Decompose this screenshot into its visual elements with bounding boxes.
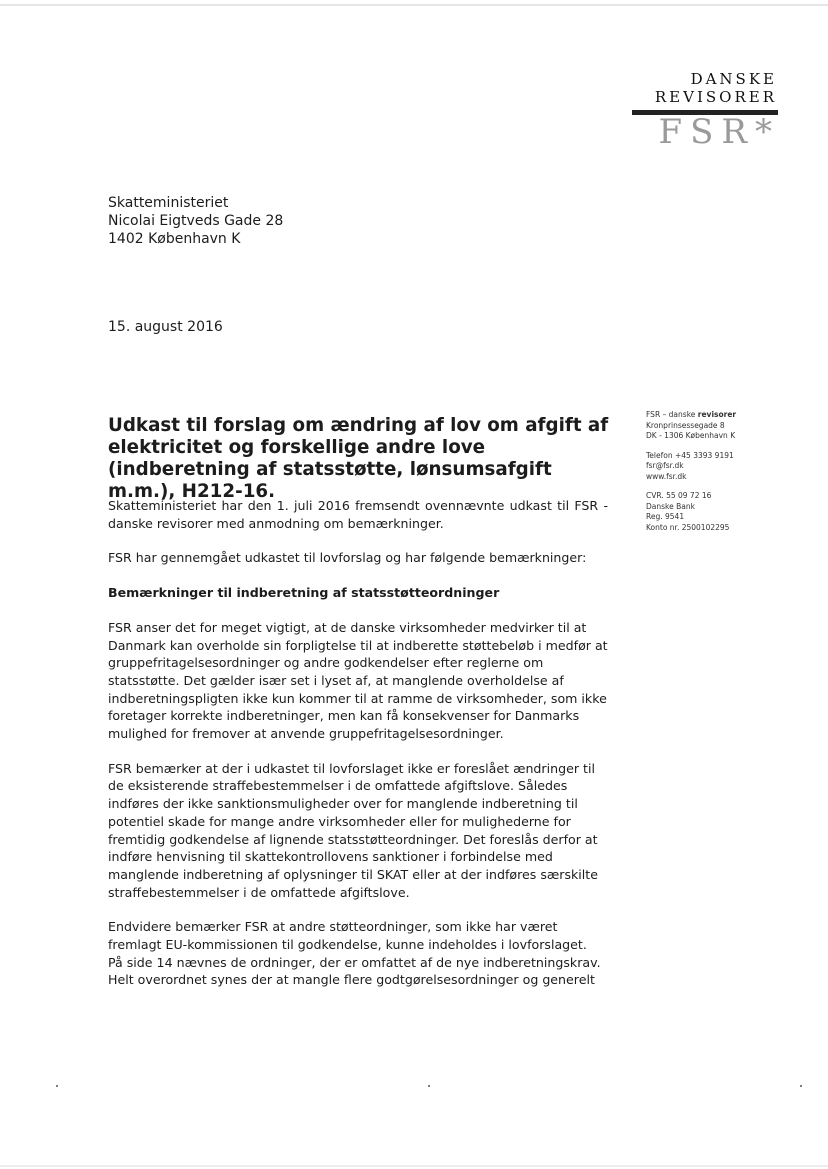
section-heading: Bemærkninger til indberetning af statsstøtteordninger — [108, 585, 500, 601]
recipient-street: Nicolai Eigtveds Gade 28 — [108, 213, 284, 229]
sender-cvr: CVR. 55 09 72 16 — [646, 491, 712, 500]
logo-line-danske: DANSKE — [690, 70, 777, 88]
paragraph-intro: Skatteministeriet har den 1. juli 2016 fremsendt ovennævnte udkast til FSR - danske revisorer med anmodning om bemærkninger. — [108, 498, 608, 531]
sender-web: www.fsr.dk — [646, 471, 687, 481]
letter-title: Udkast til forslag om ændring af lov om afgift af elektricitet og forskellige andre love (indberetning af statsstøtte, lønsumsafgift m.m.), H212-16. — [108, 415, 609, 502]
sender-email: fsr@fsr.dk — [646, 461, 684, 470]
paragraph-other-schemes-line1: Endvidere bemærker FSR at andre støtteordninger, som ikke har været fremlagt EU-kommissionen til godkendelse, kunne indeholdes i lovforslaget. — [108, 919, 587, 953]
sender-bank: Danske Bank — [646, 501, 695, 511]
paragraph-other-schemes-line2: På side 14 nævnes de ordninger, der er omfattet af de nye indberetningskrav. — [108, 954, 601, 970]
sender-street: Kronprinsessegade 8 — [646, 420, 725, 430]
sender-details — [646, 410, 756, 542]
sender-org-bold: revisorer — [697, 410, 737, 419]
scan-speck — [56, 1085, 58, 1087]
paragraph-other-schemes-line3: Helt overordnet synes der at mangle flere godtgørelsesordninger og generelt — [108, 972, 595, 988]
recipient-address — [108, 194, 283, 248]
paragraph-sanctions: FSR bemærker at der i udkastet til lovforslaget ikke er foreslået ændringer til de eksisterende straffebestemmelser i de omfattede afgiftslove. Således indføres der ikke sanktionsmuligheder over for manglende indberetning til potentiel skade for mange andre virksomheder eller for mulighederne for fremtidig godkendelse af lignende statsstøtteordninger. Det foreslås derfor at indføre henvisning til skattekontrollovens sanktioner i forbindelse med manglende indberetning af oplysninger til SKAT eller at der indføres særskilte straffebestemmelser i de omfattede afgiftslove. — [108, 760, 598, 900]
paragraph-importance: FSR anser det for meget vigtigt, at de danske virksomheder medvirker til at Danmark kan overholde sin forpligtelse til at indberette støttebeløb i medfør at gruppefritagelsesordninger og andre godkendelser efter reglerne om statsstøtte. Det gælder især set i lyset af, at manglende overholdelse af indberetningspligten ikke kun kommer til at ramme de virksomheder, som ikke foretager korrekte indberetninger, men kan få konsekvenser for Danmarks mulighed for fremover at anvende gruppefritagelsesordninger. — [108, 619, 608, 742]
logo-mark: FSR* — [658, 112, 780, 152]
paragraph-review: FSR har gennemgået udkastet til lovforslag og har følgende bemærkninger: — [108, 550, 587, 566]
top-edge-line — [0, 4, 828, 6]
sender-city: DK - 1306 København K — [646, 431, 736, 440]
paragraph-other-schemes — [108, 918, 608, 989]
sender-konto: Konto nr. 2500102295 — [646, 522, 730, 532]
fsr-logo — [600, 70, 780, 160]
recipient-city: 1402 København K — [108, 231, 241, 247]
bottom-edge-line — [0, 1165, 828, 1167]
scan-speck — [428, 1085, 430, 1087]
sender-phone: Telefon +45 3393 9191 — [646, 450, 734, 460]
scan-speck — [800, 1085, 802, 1087]
letter-date: 15. august 2016 — [108, 319, 223, 335]
logo-line-revisorer: REVISORER — [654, 88, 777, 106]
letter-body — [108, 497, 608, 1006]
sender-reg: Reg. 9541 — [646, 512, 685, 521]
recipient-name: Skatteministeriet — [108, 195, 229, 211]
sender-org-prefix: FSR – danske — [646, 410, 698, 419]
